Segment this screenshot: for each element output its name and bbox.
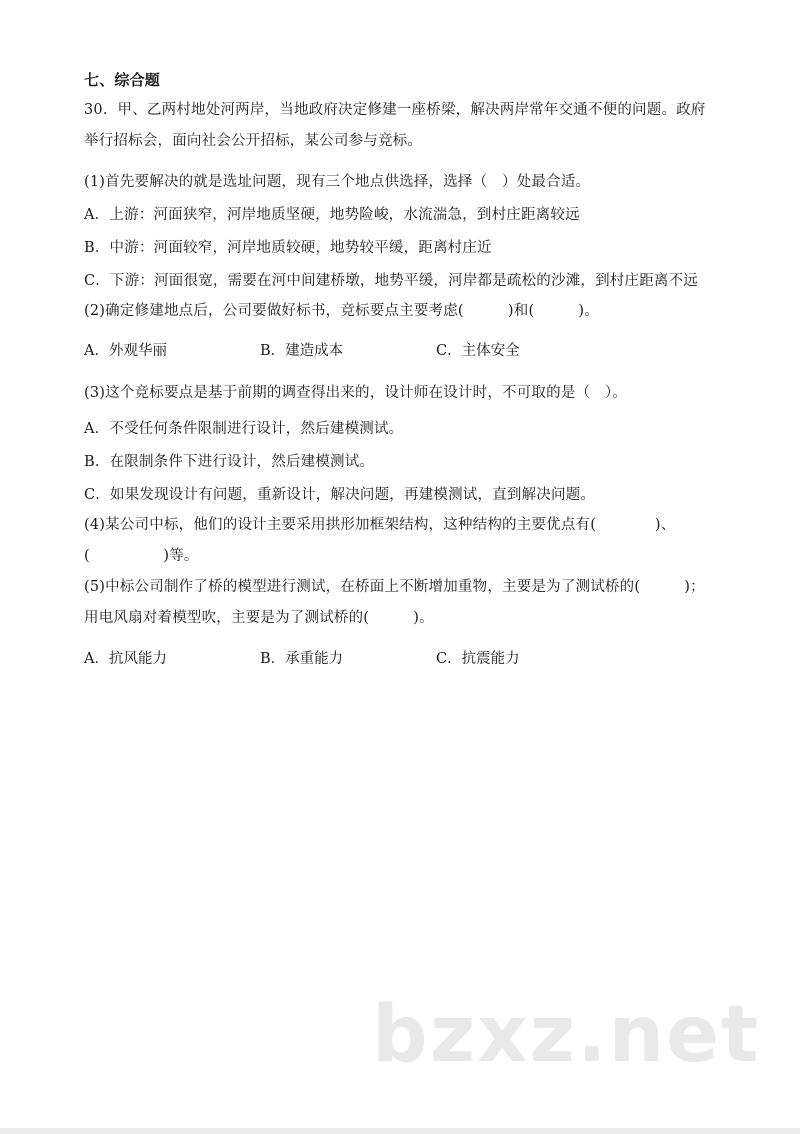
q5-stem-line-1: (5)中标公司制作了桥的模型进行测试，在桥面上不断增加重物，主要是为了测试桥的( )； [84, 579, 705, 595]
q4-stem-line-1: (4)某公司中标，他们的设计主要采用拱形加框架结构，这种结构的主要优点有( )、 [84, 517, 676, 533]
q3-option-b: B．在限制条件下进行设计，然后建模测试。 [84, 454, 375, 470]
q5-option-c: C．抗震能力 [436, 651, 520, 667]
question-intro-line-1: 30．甲、乙两村地处河两岸，当地政府决定修建一座桥梁，解决两岸常年交通不便的问题。政府 [84, 102, 706, 118]
page-bottom-edge [0, 1128, 800, 1134]
question-intro-line-2: 举行招标会，面向社会公开招标，某公司参与竞标。 [84, 133, 423, 149]
q2-option-b: B．建造成本 [260, 343, 344, 359]
watermark: bzxz.net [372, 990, 761, 1080]
q5-option-a: A．抗风能力 [84, 651, 167, 667]
q5-stem-line-2: 用电风扇对着模型吹，主要是为了测试桥的( )。 [84, 610, 434, 626]
q2-option-c: C．主体安全 [436, 343, 520, 359]
section-title: 七、综合题 [84, 71, 161, 89]
q3-stem: (3)这个竞标要点是基于前期的调查得出来的，设计师在设计时，不可取的是（ ）。 [84, 385, 628, 401]
q2-stem: (2)确定修建地点后，公司要做好标书，竞标要点主要考虑( )和( )。 [84, 303, 599, 319]
q5-options [84, 650, 724, 668]
q4-stem-line-2: ( )等。 [84, 548, 199, 564]
q3-option-c: C．如果发现设计有问题，重新设计，解决问题，再建模测试，直到解决问题。 [84, 487, 596, 503]
q1-option-a: A．上游：河面狭窄，河岸地质坚硬，地势险峻，水流湍急，到村庄距离较远 [84, 207, 580, 223]
q1-option-b: B．中游：河面较窄，河岸地质较硬，地势较平缓，距离村庄近 [84, 240, 492, 256]
q2-option-a: A．外观华丽 [84, 343, 167, 359]
q1-stem: (1)首先要解决的就是选址问题，现有三个地点供选择，选择（ ）处最合适。 [84, 174, 591, 190]
q1-option-c: C．下游：河面很宽，需要在河中间建桥墩，地势平缓，河岸都是疏松的沙滩，到村庄距离不远 [84, 273, 698, 289]
q5-option-b: B．承重能力 [260, 651, 344, 667]
q3-option-a: A．不受任何条件限制进行设计，然后建模测试。 [84, 421, 404, 437]
q2-options [84, 342, 724, 360]
